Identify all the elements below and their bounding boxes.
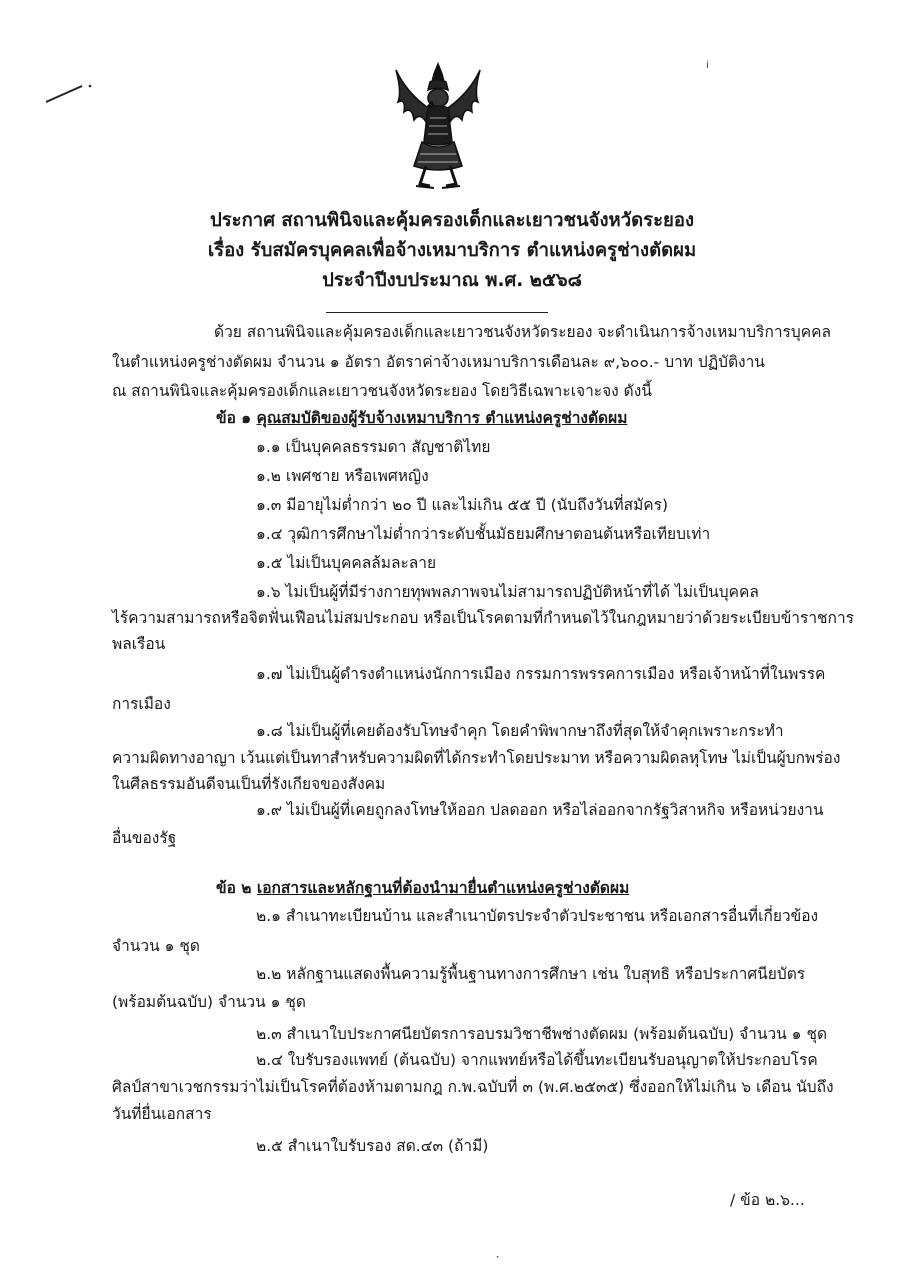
announcement-subject: เรื่อง รับสมัครบุคคลเพื่อจ้างเหมาบริการ ตำแหน่งครูช่างตัดผม [207,240,697,261]
document-2-2-line-2: (พร้อมต้นฉบับ) จำนวน ๑ ชุด [112,993,306,1011]
document-2-3: ๒.๓ สำเนาใบประกาศนียบัตรการอบรมวิชาชีพช่างตัดผม (พร้อมต้นฉบับ) จำนวน ๑ ชุด [256,1025,828,1043]
section-2-title: เอกสารและหลักฐานที่ต้องนำมายื่นตำแหน่งครูช่างตัดผม [256,879,630,897]
qualification-1-5: ๑.๕ ไม่เป็นบุคคลล้มละลาย [256,554,437,572]
qualification-1-8-line-2: ความผิดทางอาญา เว้นแต่เป็นทาสำหรับความผิดที่ได้กระทำโดยประมาท หรือความผิดลหุโทษ ไม่เป็นผู้บกพร่อง [112,749,841,767]
garuda-emblem-icon [392,62,484,190]
document-2-1-line-1: ๒.๑ สำเนาทะเบียนบ้าน และสำเนาบัตรประจำตัวประชาชน หรือเอกสารอื่นที่เกี่ยวข้อง [256,907,819,925]
qualification-1-7-line-1: ๑.๗ ไม่เป็นผู้ดำรงตำแหน่งนักการเมือง กรรมการพรรคการเมือง หรือเจ้าหน้าที่ในพรรค [256,665,826,683]
document-2-4-line-1: ๒.๔ ใบรับรองแพทย์ (ต้นฉบับ) จากแพทย์หรือได้ขึ้นทะเบียนรับอนุญาตให้ประกอบโรค [256,1051,818,1069]
intro-line-1: ด้วย สถานพินิจและคุ้มครองเด็กและเยาวชนจังหวัดระยอง จะดำเนินการจ้างเหมาบริการบุคคล [214,323,831,341]
scan-speck: ⅰ [706,60,709,71]
scan-speck-bottom: ⸱ [496,1250,500,1264]
qualification-1-9-line-1: ๑.๙ ไม่เป็นผู้ที่เคยถูกลงโทษให้ออก ปลดออก หรือไล่ออกจากรัฐวิสาหกิจ หรือหน่วยงาน [256,801,824,819]
qualification-1-6-line-1: ๑.๖ ไม่เป็นผู้ที่มีร่างกายทุพพลภาพจนไม่สามารถปฏิบัติหน้าที่ได้ ไม่เป็นบุคคล [256,583,759,601]
section-1-prefix: ข้อ ๑ [216,409,257,427]
document-2-4-line-3: วันที่ยื่นเอกสาร [112,1105,212,1123]
qualification-1-7-line-2: การเมือง [112,695,171,713]
qualification-1-6-line-3: พลเรือน [112,635,166,653]
qualification-1-2: ๑.๒ เพศชาย หรือเพศหญิง [256,467,429,485]
qualification-1-1: ๑.๑ เป็นบุคคลธรรมดา สัญชาติไทย [256,438,491,456]
document-2-1-line-2: จำนวน ๑ ชุด [112,937,200,955]
document-2-2-line-1: ๒.๒ หลักฐานแสดงพื้นความรู้พื้นฐานทางการศึกษา เช่น ใบสุทธิ หรือประกาศนียบัตร [256,965,806,983]
document-2-4-line-2: ศิลป์สาขาเวชกรรมว่าไม่เป็นโรคที่ต้องห้ามตามกฎ ก.พ.ฉบับที่ ๓ (พ.ศ.๒๕๓๕) ซึ่งออกให้ไม่เกิน ๖ เดือน นับถึง [112,1078,834,1096]
qualification-1-8-line-1: ๑.๘ ไม่เป็นผู้ที่เคยต้องรับโทษจำคุก โดยคำพิพากษาถึงที่สุดให้จำคุกเพราะกระทำ [256,722,784,740]
qualification-1-4: ๑.๔ วุฒิการศึกษาไม่ต่ำกว่าระดับชั้นมัธยมศึกษาตอนต้นหรือเทียบเท่า [256,525,711,543]
intro-line-2: ในตำแหน่งครูช่างตัดผม จำนวน ๑ อัตรา อัตราค่าจ้างเหมาบริการเดือนละ ๙,๖๐๐.- บาท ปฏิบัติงาน [112,353,765,371]
intro-line-3: ณ สถานพินิจและคุ้มครองเด็กและเยาวชนจังหวัดระยอง โดยวิธีเฉพาะเจาะจง ดังนี้ [112,382,652,400]
section-1-title: คุณสมบัติของผู้รับจ้างเหมาบริการ ตำแหน่งครูช่างตัดผม [256,409,628,427]
qualification-1-6-line-2: ไร้ความสามารถหรือจิตฟั่นเฟือนไม่สมประกอบ หรือเป็นโรคตามที่กำหนดไว้ในกฎหมายว่าด้วยระเบียบข้าราชการ [112,609,854,627]
section-1-heading [216,408,627,428]
fiscal-year: ประจำปีงบประมาณ พ.ศ. ๒๕๖๘ [322,270,582,291]
qualification-1-9-line-2: อื่นของรัฐ [112,829,177,847]
document-2-5: ๒.๕ สำเนาใบรับรอง สด.๔๓ (ถ้ามี) [256,1137,489,1155]
qualification-1-3: ๑.๓ มีอายุไม่ต่ำกว่า ๒๐ ปี และไม่เกิน ๕๕ ปี (นับถึงวันที่สมัคร) [256,496,669,514]
page-continuation: / ข้อ ๒.๖... [730,1191,805,1209]
header-divider [326,312,548,313]
qualification-1-8-line-3: ในศีลธรรมอันดีจนเป็นที่รังเกียจของสังคม [112,775,386,793]
pen-mark [44,80,94,106]
section-2-prefix: ข้อ ๒ [216,879,257,897]
announcement-title: ประกาศ สถานพินิจและคุ้มครองเด็กและเยาวชนจังหวัดระยอง [209,210,695,231]
section-2-heading [216,878,629,898]
